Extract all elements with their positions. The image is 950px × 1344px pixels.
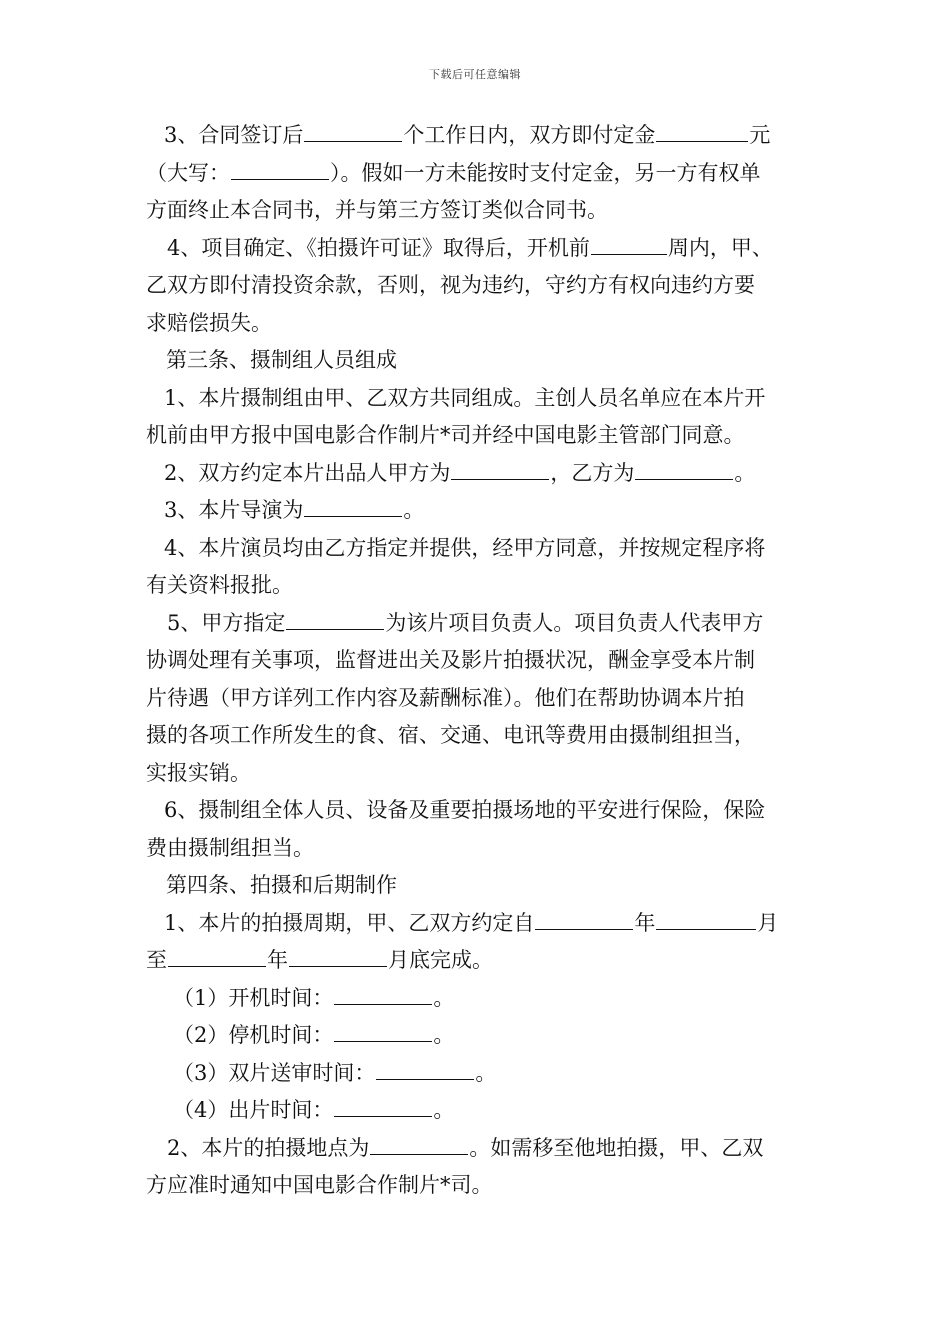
text-run: 。: [433, 1023, 455, 1047]
paragraph-line: 1、本片摄制组由甲、乙双方共同组成。主创人员名单应在本片开: [164, 385, 766, 410]
page-header: 下载后可任意编辑: [429, 68, 521, 81]
paragraph-line: 4、本片演员均由乙方指定并提供，经甲方同意，并按规定程序将: [164, 535, 766, 560]
paragraph-line: [146, 980, 812, 1018]
paragraph-line: [146, 455, 812, 493]
text-run: （2）停机时间：: [173, 1023, 334, 1047]
text-run: 元: [749, 123, 771, 147]
text-run: 。: [475, 1060, 497, 1085]
text-run: 周内，甲、: [667, 235, 773, 260]
text-run: 个工作日内，双方即付定金: [403, 123, 656, 147]
paragraph-line: 摄的各项工作所发生的食、宿、交通、电讯等费用由摄制组担当，: [146, 723, 755, 747]
paragraph-line: 协调处理有关事项，监督进出关及影片拍摄状况，酬金享受本片制: [146, 648, 755, 672]
paragraph-line: 方面终止本合同书，并与第三方签订类似合同书。: [146, 198, 608, 222]
fill-in-blank: [591, 232, 667, 255]
fill-in-blank: [231, 157, 329, 180]
text-run: （大写：: [146, 160, 230, 185]
text-run: ，乙方为: [550, 460, 635, 485]
text-run: （1）开机时间：: [173, 985, 334, 1010]
text-run: 4、项目确定、《拍摄许可证》取得后，开机前: [167, 235, 590, 260]
text-run: 5、甲方指定: [167, 610, 286, 635]
fill-in-blank: [334, 1094, 432, 1117]
text-run: 年: [267, 948, 288, 972]
paragraph-line: 片待遇（甲方详列工作内容及薪酬标准）。他们在帮助协调本片拍: [146, 685, 745, 710]
document-body: [146, 117, 812, 1205]
fill-in-blank: [376, 1057, 474, 1080]
paragraph-line: 机前由甲方报中国电影合作制片*司并经中国电影主管部门同意。: [146, 423, 745, 447]
text-run: 3、本片导演为: [164, 498, 304, 522]
text-run: ）。假如一方未能按时支付定金，另一方有权单: [330, 160, 761, 185]
paragraph-line: [146, 230, 812, 268]
fill-in-blank: [168, 944, 266, 967]
fill-in-blank: [370, 1132, 468, 1155]
fill-in-blank: [289, 944, 387, 967]
fill-in-blank: [334, 1019, 432, 1042]
text-run: 1、本片的拍摄周期，甲、乙双方约定自: [164, 910, 535, 935]
paragraph-line: 费由摄制组担当。: [146, 835, 314, 860]
paragraph-line: [146, 905, 812, 943]
paragraph-line: [146, 605, 812, 643]
paragraph-line: 求赔偿损失。: [146, 310, 272, 335]
fill-in-blank: [304, 494, 402, 517]
paragraph-line: [146, 1130, 812, 1168]
paragraph-line: 有关资料报批。: [146, 573, 293, 597]
paragraph-line: 实报实销。: [146, 760, 251, 785]
text-run: 年: [634, 910, 656, 935]
text-run: 月底完成。: [388, 948, 493, 972]
text-run: 为该片项目负责人。项目负责人代表甲方: [385, 610, 764, 635]
fill-in-blank: [451, 457, 549, 480]
paragraph-line: 乙双方即付清投资余款，否则，视为违约，守约方有权向违约方要: [146, 273, 755, 297]
text-run: 月: [757, 910, 779, 935]
fill-in-blank: [304, 119, 402, 142]
section-heading: 第四条、拍摄和后期制作: [166, 873, 397, 897]
fill-in-blank: [656, 907, 756, 930]
paragraph-line: 6、摄制组全体人员、设备及重要拍摄场地的平安进行保险，保险: [164, 798, 766, 822]
text-run: 。: [433, 1098, 455, 1122]
paragraph-line: [146, 942, 812, 980]
paragraph-line: [146, 1017, 812, 1055]
fill-in-blank: [535, 907, 633, 930]
paragraph-line: [146, 1092, 812, 1130]
text-run: 至: [146, 948, 167, 972]
paragraph-line: [146, 492, 812, 530]
text-run: 。: [433, 985, 455, 1010]
text-run: 3、合同签订后: [164, 123, 304, 147]
text-run: 。: [403, 498, 425, 522]
text-run: 。如需移至他地拍摄，甲、乙双: [469, 1135, 764, 1160]
fill-in-blank: [334, 982, 432, 1005]
text-run: 。: [734, 460, 756, 485]
paragraph-line: 方应准时通知中国电影合作制片*司。: [146, 1173, 493, 1197]
paragraph-line: [146, 1055, 812, 1093]
text-run: 2、本片的拍摄地点为: [167, 1135, 370, 1160]
fill-in-blank: [635, 457, 733, 480]
text-run: （4）出片时间：: [173, 1098, 334, 1122]
fill-in-blank: [286, 607, 384, 630]
paragraph-line: [146, 117, 812, 155]
text-run: 2、双方约定本片出品人甲方为: [164, 460, 451, 485]
fill-in-blank: [656, 119, 748, 142]
section-heading: 第三条、摄制组人员组成: [166, 348, 397, 372]
text-run: （3）双片送审时间：: [173, 1060, 376, 1085]
paragraph-line: [146, 155, 812, 193]
